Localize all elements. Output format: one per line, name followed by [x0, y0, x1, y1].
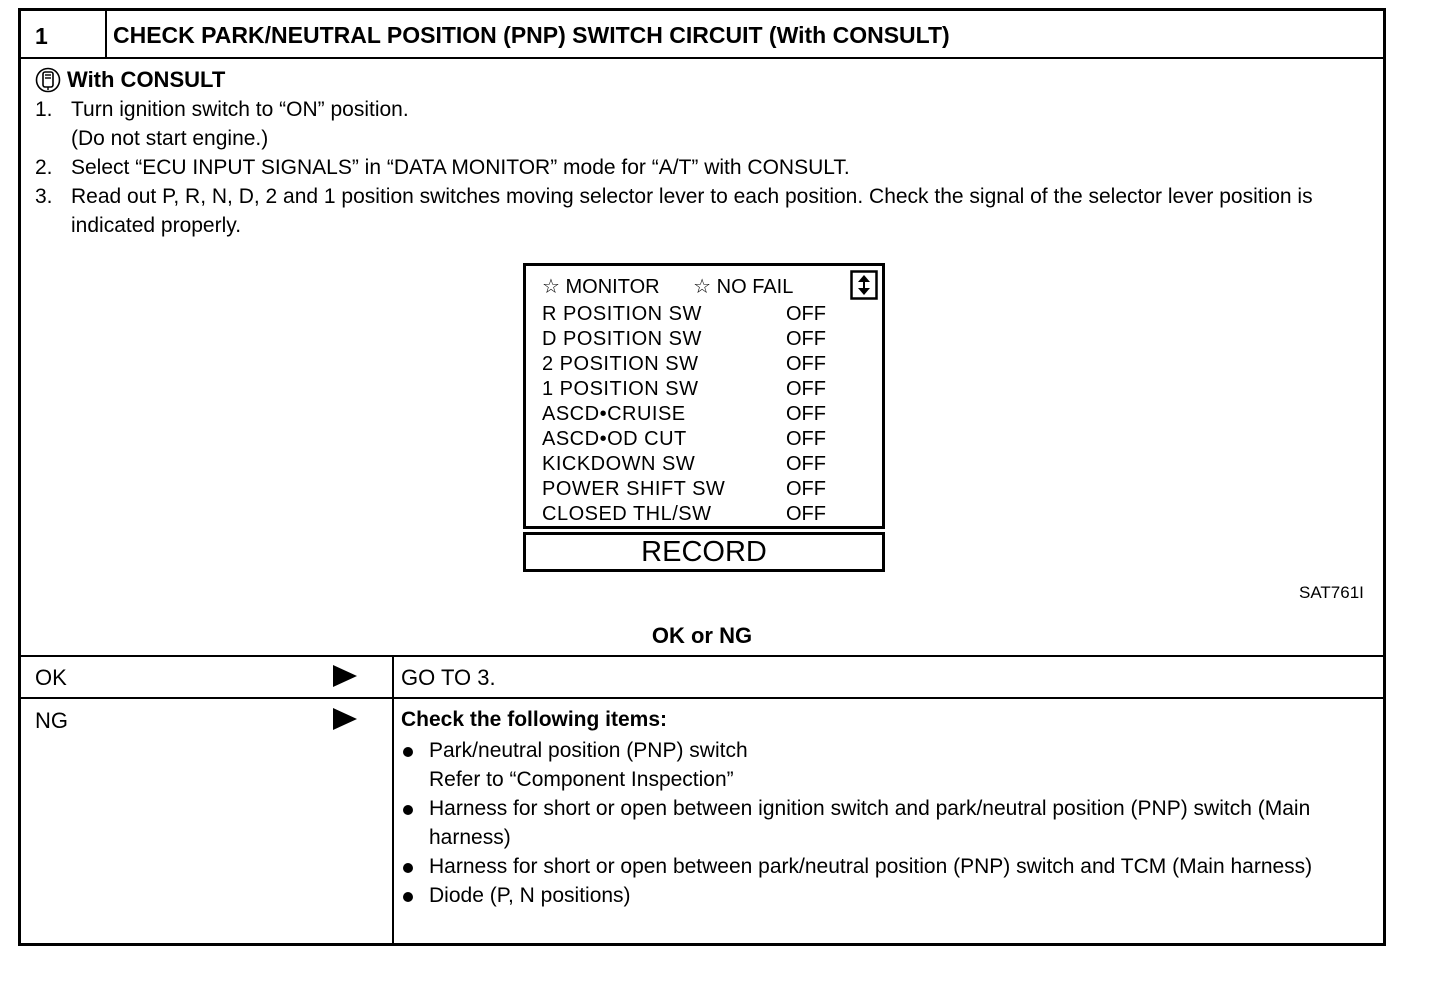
- signal-name: ASCD•OD CUT: [542, 428, 687, 450]
- step-title: CHECK PARK/NEUTRAL POSITION (PNP) SWITCH CIRCUIT (With CONSULT): [113, 22, 950, 48]
- step-item: [35, 182, 1375, 240]
- consult-label: With CONSULT: [67, 67, 226, 92]
- monitor-row: [542, 302, 862, 327]
- signal-name: 1 POSITION SW: [542, 378, 699, 400]
- monitor-row: [542, 452, 862, 477]
- signal-value: OFF: [786, 378, 826, 400]
- check-item-text: Park/neutral position (PNP) switch: [429, 739, 748, 762]
- scroll-arrows-icon[interactable]: [850, 270, 878, 300]
- signal-name: KICKDOWN SW: [542, 453, 696, 475]
- procedure-table: [18, 8, 1386, 946]
- signal-name: D POSITION SW: [542, 328, 702, 350]
- divider: [21, 697, 1383, 699]
- record-button[interactable]: RECORD: [523, 532, 885, 572]
- step-num: 1.: [35, 98, 53, 121]
- signal-value: OFF: [786, 428, 826, 450]
- signal-name: 2 POSITION SW: [542, 353, 699, 375]
- signal-value: OFF: [786, 403, 826, 425]
- check-item: [401, 852, 1361, 881]
- signal-name: ASCD•CRUISE: [542, 403, 686, 425]
- ok-arrow-icon: [333, 665, 357, 687]
- signal-name: POWER SHIFT SW: [542, 478, 726, 500]
- ng-check-list: [401, 736, 1361, 910]
- signal-value: OFF: [786, 303, 826, 325]
- step-text: Turn ignition switch to “ON” position.: [71, 98, 409, 121]
- consult-heading: [35, 67, 225, 93]
- signal-value: OFF: [786, 353, 826, 375]
- monitor-row: [542, 352, 862, 377]
- ng-label: NG: [35, 708, 68, 733]
- monitor-row: [542, 427, 862, 452]
- step-number: 1: [21, 11, 107, 57]
- table-header: [21, 11, 1383, 59]
- signal-value: OFF: [786, 328, 826, 350]
- check-item-text: Harness for short or open between park/neutral position (PNP) switch and TCM (Main harness): [429, 855, 1313, 878]
- step-num: 2.: [35, 156, 53, 179]
- check-item: [401, 736, 1361, 794]
- instruction-steps: [35, 95, 1375, 240]
- signal-name: CLOSED THL/SW: [542, 503, 712, 525]
- step-item: [35, 153, 1375, 182]
- check-item-text: Harness for short or open between ignition switch and park/neutral position (PNP) switch (Main harness): [429, 797, 1311, 849]
- monitor-header: [542, 274, 793, 299]
- monitor-row: [542, 377, 862, 402]
- monitor-status: NO FAIL: [716, 276, 794, 298]
- signal-value: OFF: [786, 503, 826, 525]
- ng-arrow-icon: [333, 708, 357, 730]
- signal-value: OFF: [786, 478, 826, 500]
- consult-icon: [35, 67, 61, 93]
- check-item: [401, 881, 1361, 910]
- ok-action: GO TO 3.: [401, 665, 496, 690]
- check-item-subtext: Refer to “Component Inspection”: [429, 768, 734, 791]
- column-divider: [392, 655, 394, 943]
- monitor-rows: [542, 302, 862, 527]
- step-subtext: (Do not start engine.): [71, 127, 269, 150]
- monitor-row: [542, 402, 862, 427]
- check-item: [401, 794, 1361, 852]
- divider: [21, 655, 1383, 657]
- monitor-title: MONITOR: [565, 276, 660, 298]
- result-question: OK or NG: [651, 623, 753, 648]
- monitor-row: [542, 327, 862, 352]
- ok-label: OK: [35, 665, 67, 690]
- monitor-row: [542, 502, 862, 527]
- figure-id: SAT761I: [1299, 583, 1364, 602]
- step-item: [35, 95, 1375, 153]
- monitor-row: [542, 477, 862, 502]
- ng-heading: Check the following items:: [401, 708, 668, 731]
- step-text: Select “ECU INPUT SIGNALS” in “DATA MONITOR” mode for “A/T” with CONSULT.: [71, 156, 850, 179]
- star-icon: ☆: [542, 276, 560, 298]
- star-icon: ☆: [693, 276, 712, 298]
- check-item-text: Diode (P, N positions): [429, 884, 631, 907]
- step-text: Read out P, R, N, D, 2 and 1 position switches moving selector lever to each position. Check the signal of the selector lever position is indicated properly.: [71, 185, 1313, 237]
- consult-monitor-screen: [523, 263, 885, 529]
- signal-name: R POSITION SW: [542, 303, 702, 325]
- step-num: 3.: [35, 185, 53, 208]
- signal-value: OFF: [786, 453, 826, 475]
